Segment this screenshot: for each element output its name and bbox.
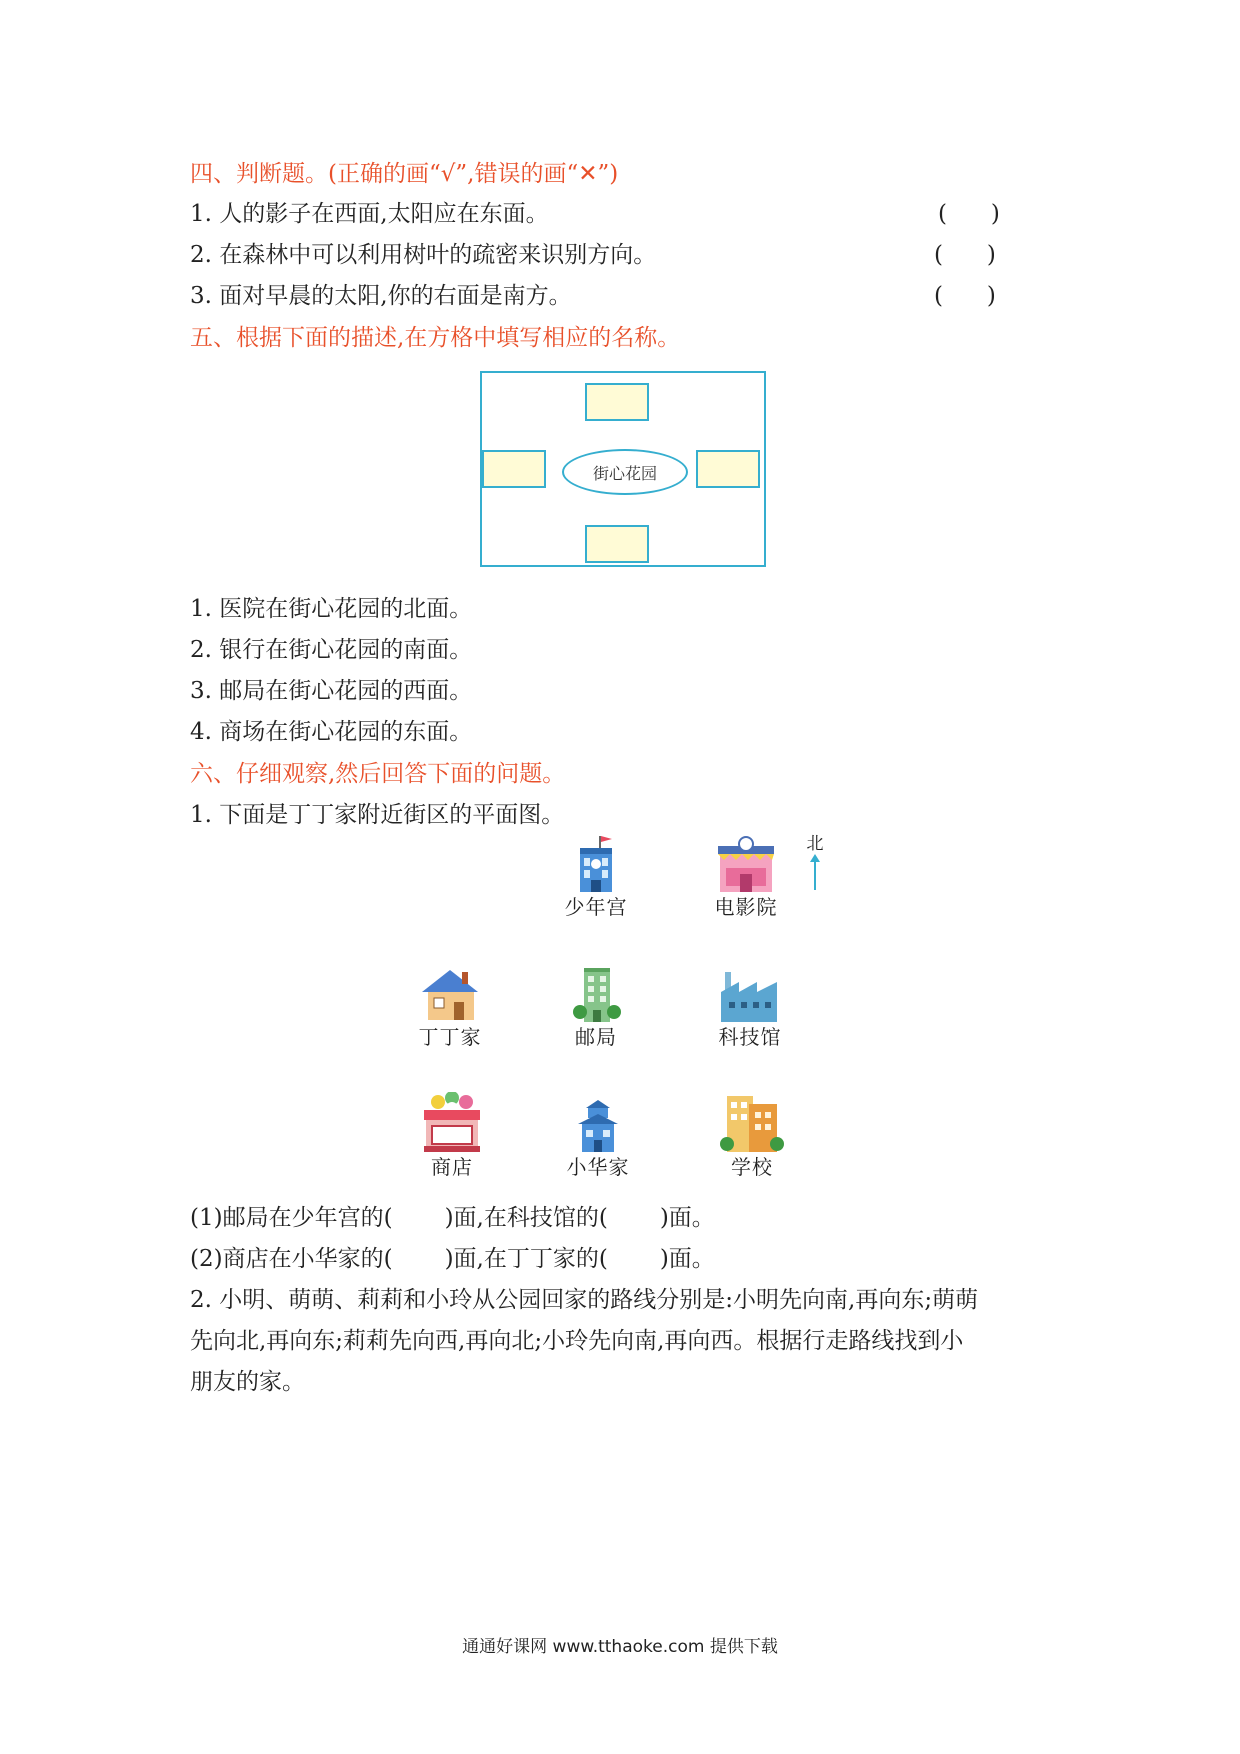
house-icon xyxy=(418,964,482,1022)
q2-line-1: 2. 小明、萌萌、莉莉和小玲从公园回家的路线分别是:小明先向南,再向东;萌萌 xyxy=(190,1287,979,1313)
q2-line-2: 先向北,再向东;莉莉先向西,再向北;小玲先向南,再向西。根据行走路线找到小 xyxy=(190,1328,964,1354)
post-office xyxy=(536,964,656,1050)
north-indicator xyxy=(800,834,830,890)
q1-2-part2: )面,在丁丁家的( xyxy=(444,1246,608,1272)
dingding-home-label: 丁丁家 xyxy=(418,1025,482,1049)
science-museum-label: 科技馆 xyxy=(718,1025,782,1049)
xiaohua-home-label: 小华家 xyxy=(566,1155,630,1179)
footer-credit: 通通好课网 www.tthaoke.com 提供下载 xyxy=(462,1637,778,1657)
q1-2-part1: (2)商店在小华家的( xyxy=(190,1246,393,1272)
q1-intro: 1. 下面是丁丁家附近街区的平面图。 xyxy=(190,802,565,828)
judge-answer-3[interactable]: ( ) xyxy=(934,283,996,309)
garden-diagram xyxy=(480,371,766,567)
clue-2: 2. 银行在街心花园的南面。 xyxy=(190,637,473,663)
north-label: 北 xyxy=(806,834,824,854)
post-office-icon xyxy=(566,964,626,1022)
cinema xyxy=(686,834,806,920)
clue-1: 1. 医院在街心花园的北面。 xyxy=(190,596,473,622)
north-arrow-icon xyxy=(808,854,822,890)
judge-item-2: 2. 在森林中可以利用树叶的疏密来识别方向。 xyxy=(190,242,657,268)
q1-1-part3: )面。 xyxy=(659,1205,715,1231)
xiaohua-home xyxy=(538,1096,658,1180)
north-box[interactable] xyxy=(585,383,649,421)
cinema-label: 电影院 xyxy=(714,895,778,919)
cinema-icon xyxy=(714,834,778,892)
south-box[interactable] xyxy=(585,525,649,563)
youth-palace xyxy=(536,834,656,920)
youth-palace-label: 少年宫 xyxy=(564,895,628,919)
q1-2-part3: )面。 xyxy=(659,1246,715,1272)
school-icon xyxy=(719,1092,785,1152)
judge-answer-1[interactable]: ( ) xyxy=(938,201,1000,227)
shop xyxy=(392,1092,512,1180)
section6-heading: 六、仔细观察,然后回答下面的问题。 xyxy=(190,761,566,787)
science-museum xyxy=(690,964,810,1050)
q1-2 xyxy=(190,1244,715,1274)
xiaohua-home-icon xyxy=(570,1096,626,1152)
dingding-home xyxy=(390,964,510,1050)
center-garden: 街心花园 xyxy=(562,449,688,495)
clue-4: 4. 商场在街心花园的东面。 xyxy=(190,719,473,745)
west-box[interactable] xyxy=(482,450,546,488)
school xyxy=(692,1092,812,1180)
clue-3: 3. 邮局在街心花园的西面。 xyxy=(190,678,473,704)
shop-label: 商店 xyxy=(431,1155,473,1179)
q1-1-part2: )面,在科技馆的( xyxy=(444,1205,608,1231)
youth-palace-icon xyxy=(566,834,626,892)
judge-answer-2[interactable]: ( ) xyxy=(934,242,996,268)
post-office-label: 邮局 xyxy=(575,1025,617,1049)
factory-icon xyxy=(717,964,783,1022)
q1-1-part1: (1)邮局在少年宫的( xyxy=(190,1205,393,1231)
judge-item-3: 3. 面对早晨的太阳,你的右面是南方。 xyxy=(190,283,572,309)
q1-1 xyxy=(190,1203,715,1233)
judge-item-1: 1. 人的影子在西面,太阳应在东面。 xyxy=(190,201,549,227)
east-box[interactable] xyxy=(696,450,760,488)
shop-icon xyxy=(420,1092,484,1152)
q2-line-3: 朋友的家。 xyxy=(190,1369,305,1395)
section4-heading: 四、判断题。(正确的画“√”,错误的画“✕”) xyxy=(190,161,619,187)
section5-heading: 五、根据下面的描述,在方格中填写相应的名称。 xyxy=(190,325,681,351)
school-label: 学校 xyxy=(731,1155,773,1179)
